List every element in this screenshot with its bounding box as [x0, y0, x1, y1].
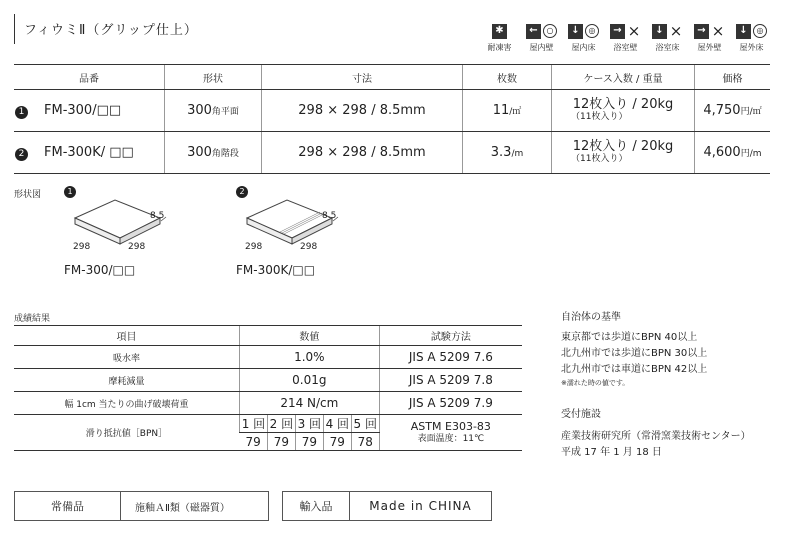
tile-1-thickness: 8.5: [150, 211, 165, 221]
icon-mark: ✱: [492, 24, 507, 39]
case-line-1: 12枚入り / 20kg: [572, 138, 674, 154]
trial-label: 3 回: [295, 415, 323, 433]
icon-label: 屋外床: [739, 43, 764, 52]
shape-main: 300: [187, 103, 212, 118]
slip-temp: 表面温度：11℃: [417, 433, 485, 444]
size: 298 × 298 / 8.5mm: [262, 132, 463, 174]
trial-value: 79: [323, 433, 351, 451]
exterior-wall-icon: [691, 22, 728, 53]
header-count: 枚数: [463, 65, 552, 90]
result-value: 214 N/cm: [239, 392, 379, 415]
table-row: [14, 346, 522, 369]
product-code: FM-300/□□: [44, 102, 122, 118]
municipal-line: 北九州市では歩道にBPN 30以上: [561, 348, 708, 359]
count-unit: /m: [511, 149, 524, 159]
product-code: FM-300K/ □□: [44, 144, 134, 160]
row-number: 2: [15, 148, 28, 161]
header-case: ケース入数 / 重量: [552, 65, 695, 90]
shape-sub: 角階段: [211, 149, 239, 159]
bathroom-wall-icon: [607, 22, 644, 53]
accepted-heading: 受付施設: [561, 409, 601, 420]
table-row: [14, 132, 770, 174]
municipal-note: ※濡れた時の値です。: [561, 379, 630, 387]
icon-rating: ◎: [753, 24, 767, 38]
trial-value: 79: [267, 433, 295, 451]
count: 11: [492, 103, 510, 118]
price: 4,750: [703, 103, 741, 118]
icon-mark: →: [610, 24, 625, 39]
product-table: [14, 64, 770, 174]
results-header-value: 数値: [239, 326, 379, 346]
shape-main: 300: [187, 145, 212, 160]
header-code: 品番: [14, 65, 165, 90]
stock-box: [14, 491, 269, 521]
result-item: 幅 1cm 当たりの曲げ破壊荷重: [14, 392, 239, 415]
glaze-type: 施釉ＡⅡ類（磁器質）: [135, 502, 230, 514]
import-label: 輸入品: [283, 492, 350, 520]
results-label: 成績結果: [14, 314, 51, 324]
trial-label: 4 回: [323, 415, 351, 433]
stock-label: 常備品: [15, 492, 121, 520]
result-method: JIS A 5209 7.6: [379, 346, 522, 369]
table-row: [14, 369, 522, 392]
tile-2-name: FM-300K/□□: [236, 263, 316, 277]
result-method: JIS A 5209 7.8: [379, 369, 522, 392]
frost-resistant-icon: [481, 22, 518, 53]
tile-1-depth: 298: [128, 242, 146, 252]
header-price: 価格: [695, 65, 771, 90]
tile-2-width: 298: [245, 242, 263, 252]
count: 3.3: [490, 145, 512, 160]
size: 298 × 298 / 8.5mm: [262, 90, 463, 132]
icon-label: 屋内床: [571, 43, 596, 52]
accepted-facility: [561, 407, 751, 461]
icon-rating: ×: [627, 22, 641, 40]
trial-value: 78: [351, 433, 379, 451]
icon-mark: →: [694, 24, 709, 39]
result-item: 吸水率: [14, 346, 239, 369]
table-row: [14, 392, 522, 415]
municipal-heading: 自治体の基準: [561, 312, 621, 323]
price: 4,600: [703, 145, 741, 160]
icon-mark: ↓: [568, 24, 583, 39]
municipal-standards: [561, 310, 707, 388]
usage-icons: [481, 22, 770, 53]
tile-2-depth: 298: [300, 242, 318, 252]
case-line-2: （11枚入り）: [571, 153, 628, 164]
shape-section-label: 形状図: [14, 190, 42, 200]
icon-label: 耐凍害: [487, 43, 512, 52]
trial-value: 79: [239, 433, 267, 451]
interior-wall-icon: [523, 22, 560, 53]
import-box: [282, 491, 492, 521]
header-size: 寸法: [262, 65, 463, 90]
header-shape: 形状: [165, 65, 262, 90]
shape-1-number: 1: [64, 186, 76, 198]
shape-sub: 角平面: [211, 107, 239, 117]
row-number: 1: [15, 106, 28, 119]
accepted-line: 平成 17 年 1 月 18 日: [561, 447, 662, 458]
results-header-item: 項目: [14, 326, 239, 346]
tile-2-thickness: 8.5: [322, 211, 337, 221]
result-item: 摩耗減量: [14, 369, 239, 392]
case-line-1: 12枚入り / 20kg: [572, 96, 674, 112]
tile-1-width: 298: [73, 242, 91, 252]
trial-label: 1 回: [239, 415, 267, 433]
shape-2-number: 2: [236, 186, 248, 198]
icon-label: 屋内壁: [529, 43, 554, 52]
icon-label: 浴室壁: [613, 43, 638, 52]
title-bar-line: [14, 14, 15, 44]
icon-rating: ◎: [585, 24, 599, 38]
origin: Made in CHINA: [369, 499, 472, 513]
exterior-floor-icon: [733, 22, 770, 53]
icon-label: 屋外壁: [697, 43, 722, 52]
trial-label: 2 回: [267, 415, 295, 433]
icon-mark: ←: [526, 24, 541, 39]
result-method: JIS A 5209 7.9: [379, 392, 522, 415]
count-unit: /㎡: [509, 107, 522, 117]
price-unit: 円/m: [740, 149, 762, 159]
tile-1-name: FM-300/□□: [64, 263, 136, 277]
trial-value: 79: [295, 433, 323, 451]
icon-rating: ○: [543, 24, 557, 38]
table-row: [14, 90, 770, 132]
price-unit: 円/㎡: [740, 107, 762, 117]
interior-floor-icon: [565, 22, 602, 53]
accepted-line: 産業技術研究所（常滑窯業技術センター）: [561, 431, 751, 442]
icon-mark: ↓: [652, 24, 667, 39]
results-header-method: 試験方法: [379, 326, 522, 346]
icon-rating: ×: [711, 22, 725, 40]
municipal-line: 東京都では歩道にBPN 40以上: [561, 332, 698, 343]
table-row: [14, 415, 522, 433]
municipal-line: 北九州市では車道にBPN 42以上: [561, 364, 708, 375]
icon-rating: ×: [669, 22, 683, 40]
result-value: 1.0%: [239, 346, 379, 369]
slip-method: ASTM E303-83: [410, 419, 491, 433]
slip-item: 滑り抵抗値［BPN］: [14, 415, 239, 451]
bathroom-floor-icon: [649, 22, 686, 53]
icon-mark: ↓: [736, 24, 751, 39]
trial-label: 5 回: [351, 415, 379, 433]
results-table: [14, 325, 522, 451]
icon-label: 浴室床: [655, 43, 680, 52]
case-line-2: （11枚入り）: [571, 111, 628, 122]
page-title: フィウミⅡ（グリップ仕上）: [24, 23, 198, 38]
result-value: 0.01g: [239, 369, 379, 392]
